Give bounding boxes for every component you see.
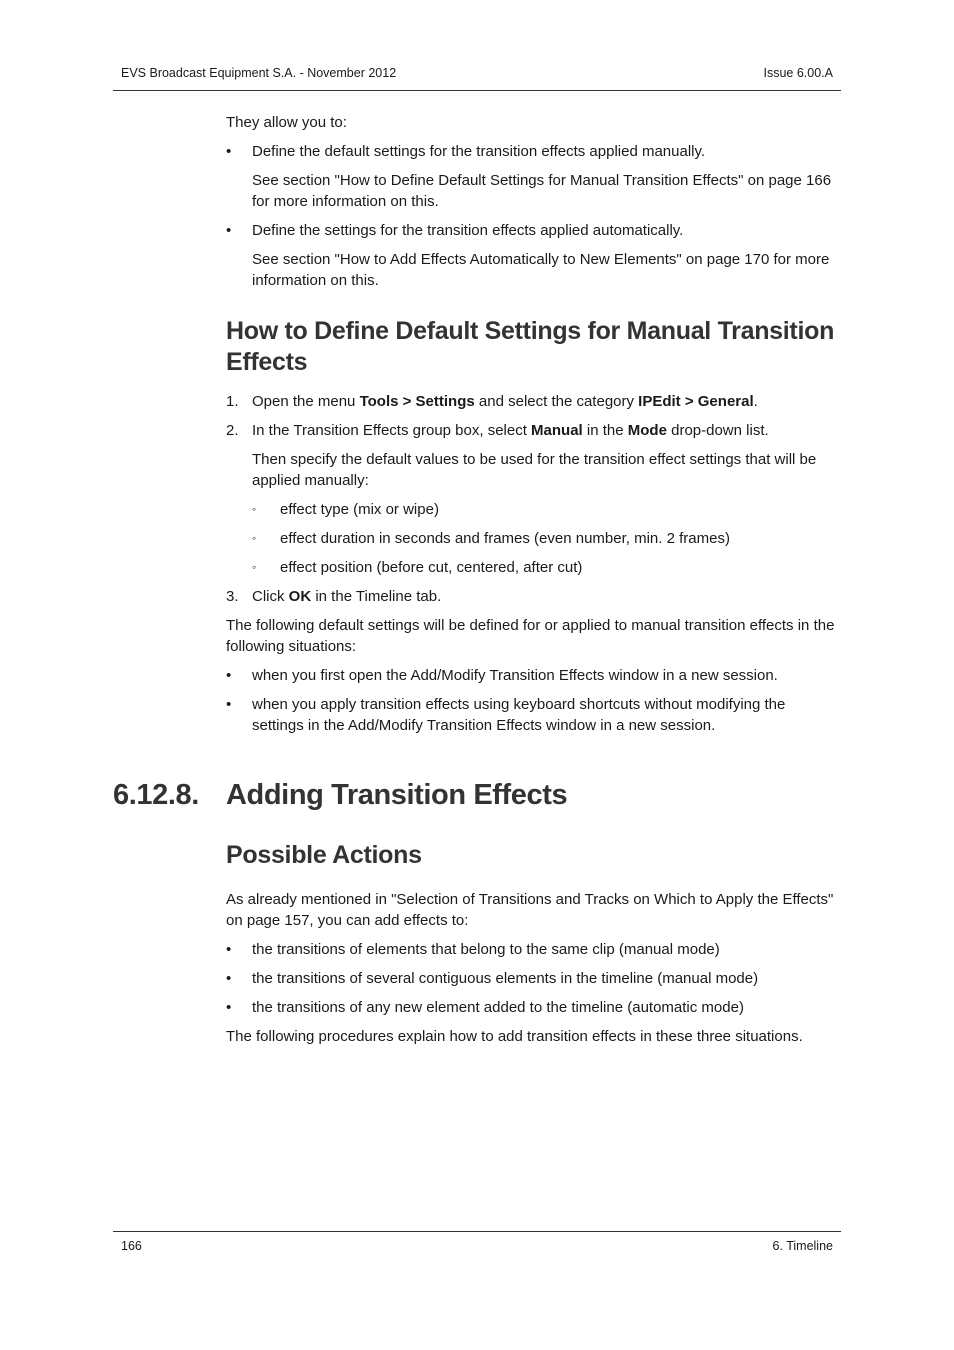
list-item [226, 665, 841, 686]
step-text: drop-down list. [666, 422, 769, 439]
page-header [113, 64, 841, 91]
sub-list-item-text: effect type (mix or wipe) [280, 501, 439, 518]
header-publisher: EVS Broadcast Equipment S.A. - November 2012 [121, 66, 397, 80]
list-item [226, 694, 841, 736]
bullet-marker: • [226, 941, 232, 958]
list-item-text: when you first open the Add/Modify Transition Effects window in a new session. [252, 667, 778, 684]
step-text: Click [252, 588, 289, 605]
list-item-note: See section "How to Add Effects Automatically to New Elements" on page 170 for more information on this. [252, 251, 830, 289]
step-text: . [753, 393, 758, 410]
bullet-marker: • [226, 667, 232, 684]
bullet-marker: • [226, 999, 232, 1016]
chapter-heading [113, 779, 567, 812]
list-item-text: when you apply transition effects using keyboard shortcuts without modifying the settings in the Add/Modify Transition Effects window in a new session. [252, 696, 786, 734]
intro-lead: They allow you to: [226, 114, 347, 131]
list-item [226, 220, 841, 241]
step-text: in the Timeline tab. [311, 588, 442, 605]
list-item-text: the transitions of several contiguous elements in the timeline (manual mode) [252, 970, 759, 987]
bullet-marker: • [226, 143, 232, 160]
header-issue: Issue 6.00.A [763, 66, 833, 80]
list-item [226, 968, 841, 989]
step-item [226, 420, 841, 441]
button-name: OK [288, 588, 312, 605]
bullet-marker: • [226, 970, 232, 987]
section-heading: Possible Actions [226, 841, 422, 869]
sub-list-item-text: effect position (before cut, centered, after cut) [280, 559, 583, 576]
paragraph: The following default settings will be defined for or applied to manual transition effects in the following situations: [226, 617, 835, 655]
list-item-text: the transitions of elements that belong to the same clip (manual mode) [252, 941, 720, 958]
field-name: Mode [627, 422, 667, 439]
chapter-title: Adding Transition Effects [226, 779, 568, 811]
step-number: 3. [226, 588, 239, 605]
list-item-note: See section "How to Define Default Settings for Manual Transition Effects" on page 166 for more information on this. [252, 172, 832, 210]
list-item [226, 939, 841, 960]
list-item [226, 997, 841, 1018]
section2-content [226, 840, 841, 1055]
page-content [226, 112, 841, 744]
page-number: 166 [121, 1239, 142, 1253]
paragraph: The following procedures explain how to add transition effects in these three situations. [226, 1028, 803, 1045]
chapter-label: 6. Timeline [772, 1239, 833, 1253]
sub-list-item-text: effect duration in seconds and frames (even number, min. 2 frames) [280, 530, 730, 547]
list-item-text: Define the default settings for the transition effects applied manually. [252, 143, 706, 160]
section-heading: How to Define Default Settings for Manual Transition Effects [226, 317, 835, 376]
bullet-marker: • [226, 696, 232, 713]
step-text: Open the menu [252, 393, 360, 410]
option-name: Manual [531, 422, 583, 439]
sub-list-item [226, 499, 841, 520]
step-number: 1. [226, 393, 239, 410]
chapter-number: 6.12.8. [113, 779, 199, 811]
circle-marker: ◦ [252, 560, 257, 574]
list-item-text: Define the settings for the transition effects applied automatically. [252, 222, 684, 239]
circle-marker: ◦ [252, 531, 257, 545]
page-footer [113, 1231, 841, 1256]
step-text: In the Transition Effects group box, select [252, 422, 532, 439]
circle-marker: ◦ [252, 502, 257, 516]
step-item [226, 391, 841, 412]
step-text: and select the category [474, 393, 639, 410]
list-item-text: the transitions of any new element added to the timeline (automatic mode) [252, 999, 744, 1016]
step-text: in the [582, 422, 628, 439]
bullet-marker: • [226, 222, 232, 239]
step-note: Then specify the default values to be used for the transition effect settings that will be applied manually: [252, 451, 817, 489]
step-number: 2. [226, 422, 239, 439]
list-item [226, 141, 841, 162]
step-item [226, 586, 841, 607]
category-path: IPEdit > General [638, 393, 754, 410]
menu-path: Tools > Settings [359, 393, 475, 410]
sub-list-item [226, 528, 841, 549]
sub-list-item [226, 557, 841, 578]
paragraph: As already mentioned in "Selection of Transitions and Tracks on Which to Apply the Effects" on page 157, you can add effects to: [226, 891, 834, 929]
